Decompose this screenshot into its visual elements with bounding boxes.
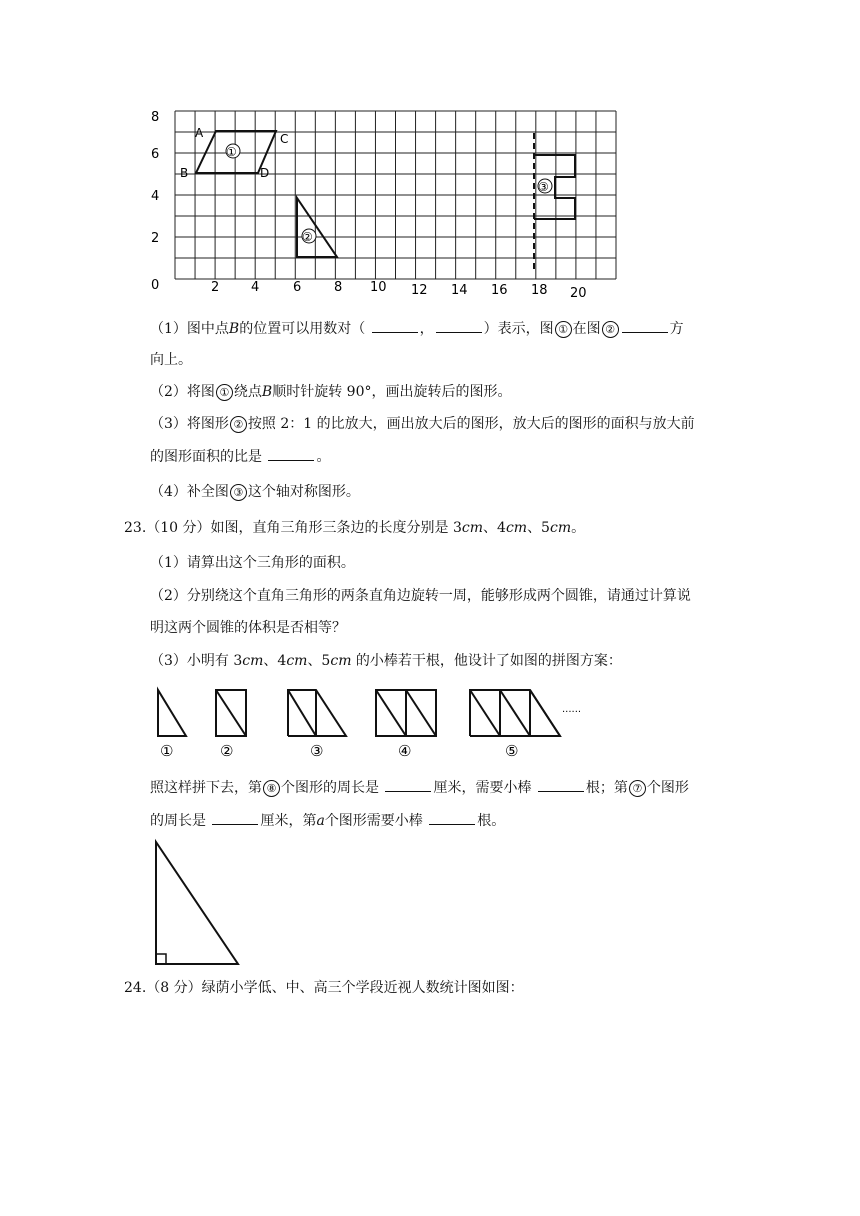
answer-blank[interactable] bbox=[436, 318, 482, 333]
shape-2-label: ② bbox=[302, 230, 313, 244]
x-label-12: 12 bbox=[411, 283, 428, 298]
x-label-10: 10 bbox=[370, 280, 387, 295]
answer-blank[interactable] bbox=[622, 318, 668, 333]
grid-lines bbox=[175, 111, 616, 279]
q22-part3-line2: 的图形面积的比是 。 bbox=[150, 446, 330, 467]
point-label-b: B bbox=[180, 166, 189, 180]
answer-blank[interactable] bbox=[385, 777, 431, 792]
sequence-dots: ······ bbox=[562, 707, 582, 718]
q23-part3: （3）小明有 3cm、4cm、5cm 的小棒若干根，他设计了如图的拼图方案： bbox=[150, 653, 622, 669]
pattern-label-5: ⑤ bbox=[505, 742, 519, 760]
x-label-20: 20 bbox=[570, 286, 587, 301]
pattern-4 bbox=[376, 690, 436, 736]
x-label-4: 4 bbox=[251, 280, 260, 295]
point-label-c: C bbox=[280, 132, 289, 146]
answer-blank[interactable] bbox=[268, 446, 314, 461]
pattern-label-1: ① bbox=[160, 742, 174, 760]
shape-2-triangle bbox=[297, 198, 337, 257]
pattern-3 bbox=[288, 690, 346, 736]
right-angle-mark bbox=[156, 954, 166, 964]
y-label-2: 2 bbox=[151, 231, 160, 246]
q23-part1: （1）请算出这个三角形的面积。 bbox=[150, 555, 355, 571]
y-label-4: 4 bbox=[151, 189, 160, 204]
q22-part1-line1: （1）图中点B的位置可以用数对（ ， ）表示，图 ① 在图 ② 方 bbox=[150, 318, 684, 339]
x-label-14: 14 bbox=[451, 283, 468, 298]
pattern-label-4: ④ bbox=[398, 742, 412, 760]
pattern-2 bbox=[216, 690, 246, 736]
x-label-18: 18 bbox=[531, 283, 548, 298]
x-label-6: 6 bbox=[293, 280, 302, 295]
y-label-6: 6 bbox=[151, 147, 160, 162]
x-label-8: 8 bbox=[334, 280, 343, 295]
x-label-16: 16 bbox=[491, 283, 508, 298]
q22-part2: （2）将图 ① 绕点B顺时针旋转 90°，画出旋转后的图形。 bbox=[150, 384, 512, 400]
q23-pattern-question-line1: 照这样拼下去，第 ⑧ 个图形的周长是 厘米，需要小棒 根；第 ⑦ 个图形 bbox=[150, 777, 689, 798]
coordinate-grid-figure bbox=[145, 105, 625, 305]
q24-stem: 24.（8 分）绿荫小学低、中、高三个学段近视人数统计图如图： bbox=[124, 980, 524, 996]
q22-part1-line2: 向上。 bbox=[150, 352, 192, 368]
q23-part2-line1: （2）分别绕这个直角三角形的两条直角边旋转一周，能够形成两个圆锥，请通过计算说 bbox=[150, 588, 691, 604]
shape-1-label: ① bbox=[226, 145, 237, 159]
right-triangle-figure bbox=[150, 838, 250, 973]
stick-pattern-sequence bbox=[150, 684, 600, 764]
pattern-label-2: ② bbox=[220, 742, 234, 760]
q23-part2-line2: 明这两个圆锥的体积是否相等？ bbox=[150, 620, 346, 636]
x-label-2: 2 bbox=[211, 280, 220, 295]
pattern-1 bbox=[158, 690, 186, 736]
y-label-8: 8 bbox=[151, 110, 160, 125]
q23-pattern-question-line2: 的周长是 厘米，第a个图形需要小棒 根。 bbox=[150, 810, 505, 831]
q22-part4: （4）补全图 ③ 这个轴对称图形。 bbox=[150, 484, 360, 500]
answer-blank[interactable] bbox=[212, 810, 258, 825]
y-label-0: 0 bbox=[151, 278, 160, 293]
answer-blank[interactable] bbox=[538, 777, 584, 792]
answer-blank[interactable] bbox=[372, 318, 418, 333]
point-label-d: D bbox=[260, 166, 270, 180]
pattern-5 bbox=[470, 690, 560, 736]
answer-blank[interactable] bbox=[429, 810, 475, 825]
q23-stem: 23.（10 分）如图，直角三角形三条边的长度分别是 3cm、4cm、5cm。 bbox=[124, 520, 586, 536]
shape-3-label: ③ bbox=[538, 180, 549, 194]
pattern-label-3: ③ bbox=[310, 742, 324, 760]
q22-part3-line1: （3）将图形 ② 按照 2：1 的比放大，画出放大后的图形，放大后的图形的面积与放大前 bbox=[150, 416, 695, 432]
point-label-a: A bbox=[195, 126, 204, 140]
